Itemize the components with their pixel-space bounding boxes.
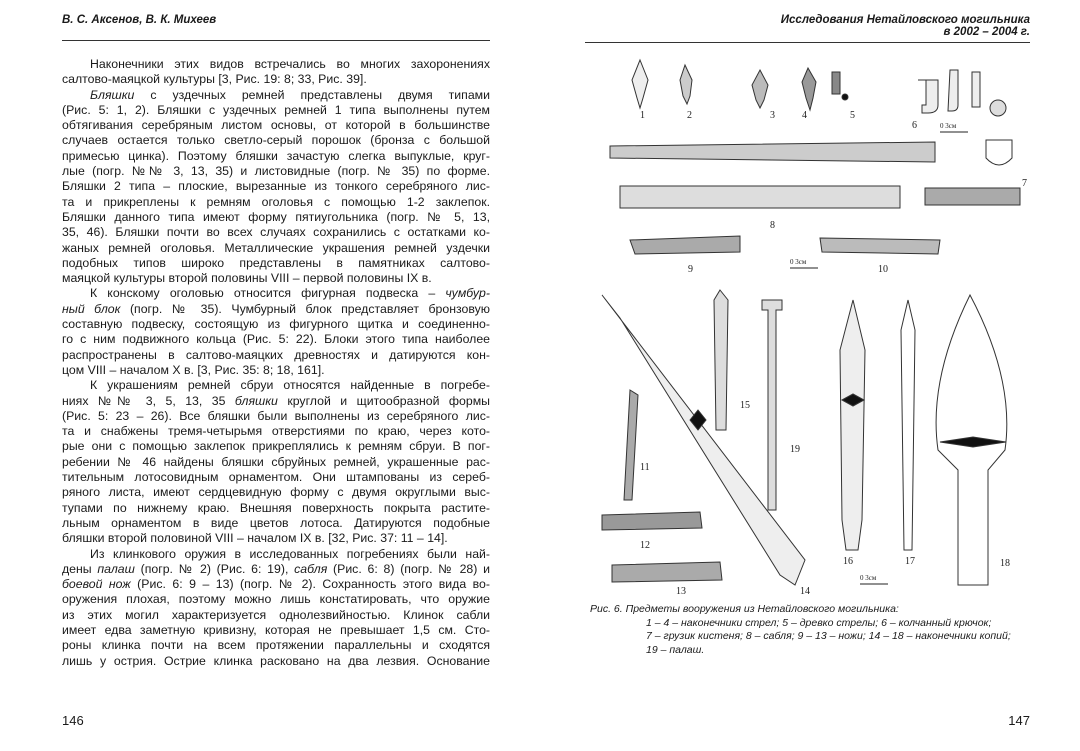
text-line: [62, 638, 490, 653]
body-text: [62, 57, 490, 669]
figure-caption: [590, 603, 1011, 657]
text-segment: оружения плохая, поэтому можно лишь констатировать, что оружие: [62, 592, 490, 607]
text-line: [62, 592, 490, 607]
knife-10: [820, 238, 940, 254]
text-line: [62, 439, 490, 454]
text-segment: ниях №№ 3, 5, 13, 35: [62, 393, 235, 408]
text-line: [62, 225, 490, 240]
text-line: [62, 271, 490, 286]
knife-11: [624, 390, 638, 500]
text-line: [62, 72, 490, 87]
text-line: [62, 378, 490, 393]
header-title-line1: Исследования Нетайловского могильника: [780, 14, 1030, 26]
text-line: [62, 654, 490, 669]
text-segment: роны клинка почти на всем протяжении параллельны и сходятся: [62, 638, 490, 653]
text-segment: (Рис. 5: 1, 2). Бляшки с уздечных ремней 1 типа выполнены путем: [62, 102, 490, 117]
text-line: [62, 133, 490, 148]
text-line: [62, 302, 490, 317]
text-line: [62, 608, 490, 623]
text-line: [62, 317, 490, 332]
caption-line: 19 – палаш.: [646, 643, 705, 656]
text-line: [62, 424, 490, 439]
flail-weight-7: [990, 100, 1006, 116]
figure-label-9: 9: [688, 264, 693, 275]
text-line: [62, 164, 490, 179]
text-segment: распространены в салтово-маяцких древностях и датируются кон-: [62, 347, 490, 362]
italic-term: палаш: [97, 561, 135, 576]
text-segment: та и прикреплены к ремням оголовья с помощью 1-2 заклепок.: [62, 194, 490, 209]
text-segment: (погр. № 35). Чумбурный блок представляет бронзовую: [120, 301, 490, 316]
text-segment: случаев остается только светло-серый порошок (бронза с большой: [62, 133, 490, 148]
figure-label-14: 14: [800, 586, 810, 597]
text-line: [62, 103, 490, 118]
header-title-line2: в 2002 – 2004 г.: [943, 26, 1030, 38]
text-line: [62, 195, 490, 210]
text-segment: имеет едва заметную кривизну, которая не превышает 1,5 см. Сто-: [62, 622, 490, 637]
text-segment: салтово-маяцкой культуры [3, Рис. 19: 8; 33, Рис. 39].: [62, 72, 367, 87]
text-segment: Бляшки данного типа имеют форму пятиугольника (погр. № 5, 13,: [62, 209, 490, 224]
text-line: [62, 57, 490, 72]
text-line: [62, 623, 490, 638]
text-line: [62, 241, 490, 256]
text-segment: Наконечники этих видов встречались во многих захоронениях: [90, 57, 490, 71]
text-line: [62, 210, 490, 225]
text-line: [62, 363, 490, 378]
text-segment: жаных ремней оголовья. Металлические украшения ремней уздечки: [62, 240, 490, 255]
text-line: [62, 256, 490, 271]
text-line: [62, 577, 490, 592]
text-segment: дены: [62, 561, 98, 576]
text-line: [62, 409, 490, 424]
text-segment: К украшениям ремней сбруи относятся найденные в погребе-: [90, 378, 490, 393]
spear-16: [840, 300, 865, 550]
knife-15: [714, 290, 728, 430]
text-segment: Из клинкового оружия в исследованных погребениях были най-: [90, 546, 490, 561]
figure-label-6: 6: [912, 120, 917, 131]
caption-line: 7 – грузик кистеня; 8 – сабля; 9 – 13 – ножи; 14 – 18 – наконечники копий;: [646, 630, 1011, 642]
text-segment: лишь у острия. Острие клинка расковано на два лезвия. Основание: [62, 653, 490, 668]
italic-term: бляшки: [234, 393, 278, 408]
text-segment: тительным лотосовидным орнаментом. Они штампованы из сереб-: [62, 470, 490, 485]
text-line: [62, 286, 490, 301]
sabre-8: [610, 142, 935, 162]
quiver-hook-6: [918, 70, 980, 113]
arrowhead-2: [680, 65, 692, 104]
page-number: 146: [62, 713, 84, 728]
text-line: [62, 562, 490, 577]
text-segment: с уздечных ремней представлены двумя типами: [134, 87, 490, 102]
figure-label-16: 16: [843, 556, 853, 567]
text-line: [62, 149, 490, 164]
text-segment: подобных типов широко представлены в памятниках салтово-: [62, 255, 490, 270]
text-line: [62, 455, 490, 470]
text-segment: (Рис. 6: 8) (погр. № 28) и: [327, 561, 490, 576]
italic-term: Бляшки: [90, 87, 135, 102]
figure-label-8: 8: [770, 220, 775, 231]
text-line: [62, 118, 490, 133]
text-segment: (Рис. 5: 23 – 26). Все бляшки были выполнены из серебряного лис-: [62, 408, 490, 423]
text-line: [62, 531, 490, 546]
text-segment: (Рис. 6: 9 – 13) (погр. № 2). Сохранность этого вида во-: [130, 577, 490, 592]
text-segment: лые (погр. №№ 3, 13, 35) и листовидные (погр. № 35) по форме.: [62, 164, 490, 179]
scale-bar-label: 0 3см: [790, 258, 807, 266]
text-line: [62, 485, 490, 500]
running-header-authors: В. С. Аксенов, В. К. Михеев: [62, 14, 217, 26]
palash-19: [762, 300, 782, 510]
text-segment: круглой и щитообразной формы: [277, 393, 490, 408]
italic-term: боевой нож: [62, 577, 131, 592]
text-segment: рые они с помощью заклепок прикреплялись к ремням сбруи. В пог-: [62, 439, 490, 454]
figure-label-11: 11: [640, 462, 650, 473]
spear-17: [901, 300, 915, 550]
italic-term: чумбур-: [445, 286, 490, 301]
figure-label-3: 3: [770, 110, 775, 121]
figure-weapons: [540, 0, 1080, 600]
figure-label-10: 10: [878, 264, 888, 275]
text-line: [62, 547, 490, 562]
figure-label-12: 12: [640, 540, 650, 551]
text-segment: цом VIII – началом X в. [3, Рис. 35: 8; 18, 161].: [62, 362, 325, 377]
text-segment: льным орнаментом в виде цветов лотоса. Датируются подобные: [62, 515, 490, 530]
text-line: [62, 348, 490, 363]
figure-label-13: 13: [676, 586, 686, 597]
text-segment: бляшки второй половиной VIII – началом IX в. [32, Рис. 37: 11 – 14].: [62, 531, 448, 546]
figure-label-7: 7: [1022, 178, 1027, 189]
knife-13: [612, 562, 722, 582]
text-segment: маяцкой культуры второй половины VIII – первой половины IX в.: [62, 271, 432, 286]
italic-term: сабля: [294, 561, 328, 576]
text-segment: та и снабжены тремя-четырьмя отверстиями по краю, через кото-: [62, 424, 490, 439]
text-segment: Бляшки 2 типа – плоские, вырезанные из тонкого серебряного лис-: [62, 179, 490, 194]
text-segment: го с ним подвижного кольца (Рис. 5: 22). Блоки этого типа наиболее: [62, 332, 490, 347]
text-line: [62, 516, 490, 531]
caption-line: 1 – 4 – наконечники стрел; 5 – древко стрелы; 6 – колчанный крючок;: [646, 616, 992, 629]
text-line: [62, 470, 490, 485]
figure-label-5: 5: [850, 110, 855, 121]
text-segment: составную подвеску, состоящую из фигурного щитка и соединенно-: [62, 317, 490, 332]
header-rule: [62, 40, 490, 41]
figure-label-18: 18: [1000, 558, 1010, 569]
text-line: [62, 179, 490, 194]
text-segment: примесью цинка). Поэтому бляшки зачастую слегка выпуклые, круг-: [62, 148, 490, 163]
figure-label-15: 15: [740, 400, 750, 411]
text-segment: ребении № 46 найдены бляшки сбруйных ремней, украшенные рас-: [62, 454, 490, 469]
text-segment: 35, 46). Бляшки почти во всех случаях сохранились с остатками ко-: [62, 225, 490, 240]
figure-label-4: 4: [802, 110, 807, 121]
knife-9: [630, 236, 740, 254]
figure-label-2: 2: [687, 110, 692, 121]
arrowhead-3: [752, 70, 768, 108]
arrowhead-4: [802, 68, 816, 110]
right-page: [540, 0, 1080, 751]
caption-title: Рис. 6. Предметы вооружения из Нетайловского могильника:: [590, 603, 899, 615]
scale-bar-label: 0 3см: [940, 122, 957, 130]
italic-term: ный блок: [62, 301, 121, 316]
text-line: [62, 332, 490, 347]
arrowhead-1: [632, 60, 648, 108]
text-segment: (погр. № 2) (Рис. 6: 19),: [134, 561, 295, 576]
text-segment: из этих могил характеризуется однолезвийностью. Клинок сабли: [62, 607, 490, 622]
text-segment: обтягивания серебряным листом основы, от которой в большинстве: [62, 118, 490, 133]
figure-label-1: 1: [640, 110, 645, 121]
arrow-shaft-5: [832, 72, 840, 94]
text-segment: ряного листа, имеют сердцевидную форму с двумя округлыми выс-: [62, 485, 490, 500]
text-line: [62, 394, 490, 409]
page-number: 147: [1008, 713, 1030, 728]
text-line: [62, 88, 490, 103]
scale-bar-label: 0 3см: [860, 574, 877, 582]
text-line: [62, 501, 490, 516]
text-segment: тупами по нижнему краю. Внешняя поверхность покрыта растите-: [62, 500, 490, 515]
knife-12: [602, 512, 702, 530]
text-segment: К конскому оголовью относится фигурная подвеска –: [90, 286, 446, 301]
figure-label-19: 19: [790, 444, 800, 455]
figure-label-17: 17: [905, 556, 915, 567]
